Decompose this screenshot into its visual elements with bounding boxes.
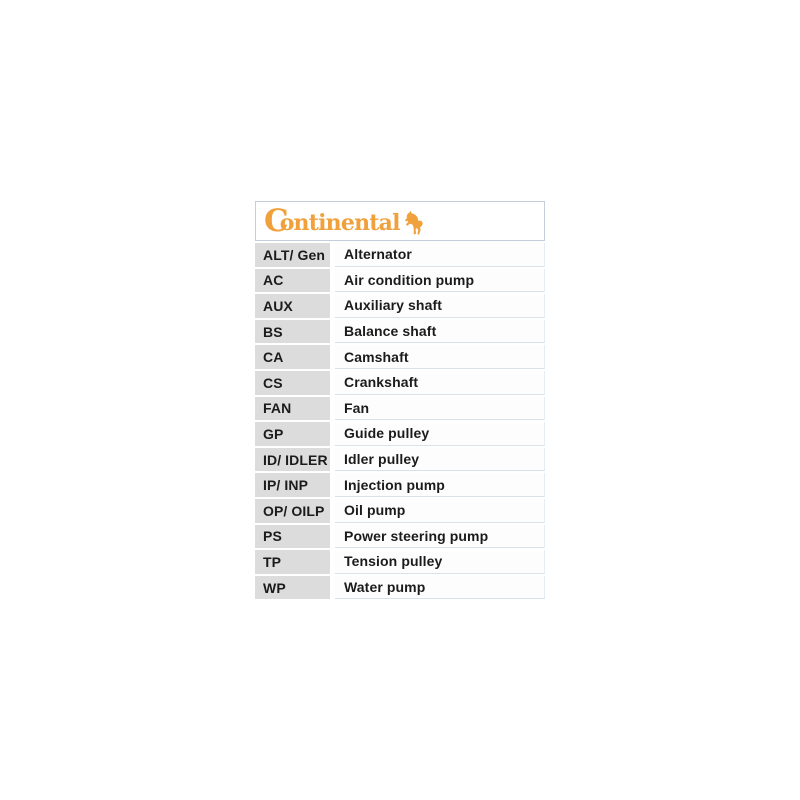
table-row [255, 422, 545, 446]
logo-letter-c: C [264, 202, 289, 239]
table-row [255, 243, 545, 267]
description-cell: Water pump [335, 576, 545, 600]
description-cell: Oil pump [335, 499, 545, 523]
abbreviation-cell: BS [255, 320, 330, 344]
abbreviation-legend-table [255, 201, 545, 599]
abbreviation-cell: ALT/ Gen [255, 243, 330, 267]
abbreviation-cell: WP [255, 576, 330, 600]
description-cell: Crankshaft [335, 371, 545, 395]
table-row [255, 473, 545, 497]
abbreviation-cell: PS [255, 525, 330, 549]
table-row [255, 345, 545, 369]
table-row [255, 269, 545, 293]
description-cell: Camshaft [335, 345, 545, 369]
description-cell: Guide pulley [335, 422, 545, 446]
table-row [255, 371, 545, 395]
abbreviation-cell: TP [255, 550, 330, 574]
description-cell: Power steering pump [335, 525, 545, 549]
abbreviation-cell: IP/ INP [255, 473, 330, 497]
abbreviation-cell: GP [255, 422, 330, 446]
abbreviation-cell: FAN [255, 397, 330, 421]
description-cell: Auxiliary shaft [335, 294, 545, 318]
table-row [255, 499, 545, 523]
table-row [255, 397, 545, 421]
abbreviation-cell: AC [255, 269, 330, 293]
abbreviation-cell: AUX [255, 294, 330, 318]
table-row [255, 576, 545, 600]
abbreviation-cell: CA [255, 345, 330, 369]
table-row [255, 550, 545, 574]
description-cell: Alternator [335, 243, 545, 267]
legend-rows [255, 243, 545, 599]
abbreviation-cell: OP/ OILP [255, 499, 330, 523]
table-row [255, 525, 545, 549]
abbreviation-cell: CS [255, 371, 330, 395]
table-row [255, 294, 545, 318]
table-row [255, 448, 545, 472]
description-cell: Idler pulley [335, 448, 545, 472]
continental-logo [264, 202, 424, 239]
description-cell: Balance shaft [335, 320, 545, 344]
logo-wordmark: ontinental [279, 210, 400, 237]
abbreviation-cell: ID/ IDLER [255, 448, 330, 472]
description-cell: Injection pump [335, 473, 545, 497]
logo-header-cell [255, 201, 545, 241]
description-cell: Tension pulley [335, 550, 545, 574]
table-row [255, 320, 545, 344]
rearing-horse-icon [405, 210, 424, 236]
description-cell: Air condition pump [335, 269, 545, 293]
description-cell: Fan [335, 397, 545, 421]
